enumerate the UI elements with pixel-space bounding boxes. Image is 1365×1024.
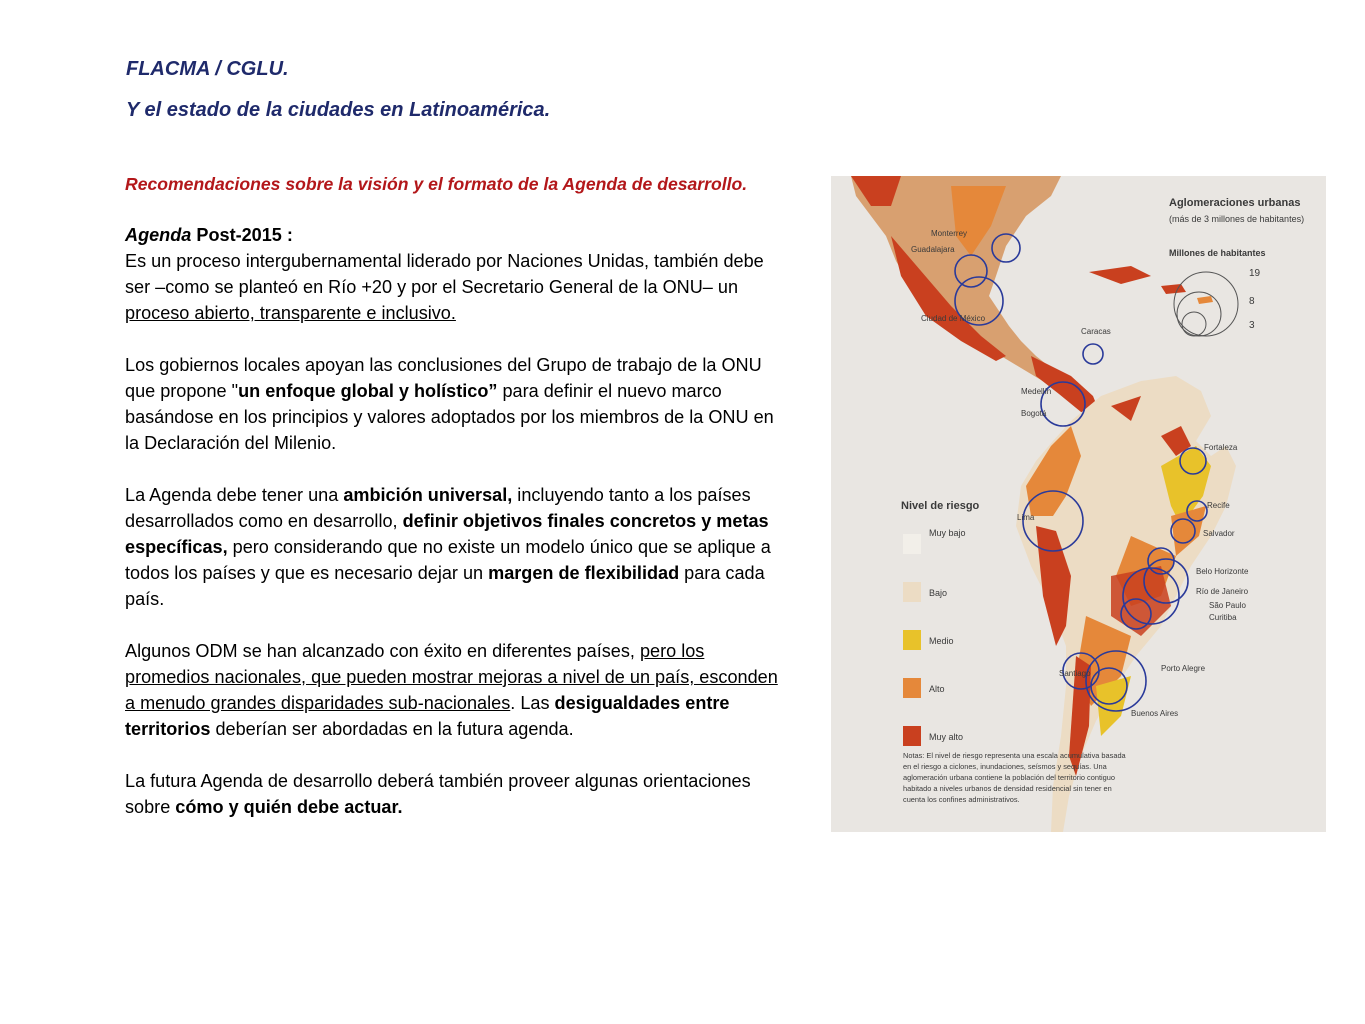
note-line: en el riesgo a ciclones, inundaciones, seísmos y sequías. Una (903, 762, 1107, 771)
risk-map-svg (831, 176, 1326, 832)
risk-swatch (903, 534, 921, 554)
city-label: Río de Janeiro (1196, 587, 1249, 596)
p4-bold: desigualdades entre territorios (125, 693, 730, 739)
legend-title: Aglomeraciones urbanas (1169, 197, 1301, 209)
p3-bold-2: definir objetivos finales concretos y metas específicas, (125, 511, 769, 557)
title-line-1: FLACMA / CGLU. (126, 58, 289, 80)
city-label: Porto Alegre (1161, 664, 1206, 673)
risk-swatch (903, 582, 921, 602)
p3-bold-3: margen de flexibilidad (488, 563, 680, 583)
p3-text-a: La Agenda debe tener una (125, 485, 344, 505)
note-line: cuenta los confines administrativos. (903, 795, 1020, 804)
city-label: Medellín (1021, 387, 1052, 396)
p2-bold: un enfoque global y holístico” (238, 381, 498, 401)
legend-size-label: Millones de habitantes (1169, 248, 1266, 258)
risk-swatch (903, 678, 921, 698)
map-notes (903, 751, 1127, 804)
size-value-3: 3 (1249, 320, 1255, 331)
p2-text-a: Los gobiernos locales apoyan las conclusiones del Grupo de trabajo de la ONU que propone " (125, 355, 762, 401)
p2-text-b: para definir el nuevo marco basándose en los principios y valores adoptados por los miembros de la ONU en la Declaración del Milenio. (125, 381, 774, 453)
city-label: Lima (1017, 513, 1035, 522)
p3-text-d: pero considerando que no existe un modelo único que se aplique a todos los países y que es necesario dejar un (125, 537, 771, 583)
p3-text-e: para cada país. (125, 563, 765, 609)
risk-legend (901, 500, 980, 746)
p1-underline: proceso abierto, transparente e inclusivo. (125, 303, 456, 323)
risk-swatch (903, 630, 921, 650)
city-label: Bogotá (1021, 409, 1047, 418)
agenda-label-rest: Post-2015 : (191, 225, 293, 245)
paragraph-2 (125, 352, 790, 456)
title-line-2: Y el estado de la ciudades en Latinoamérica. (126, 99, 551, 121)
legend-subtitle: (más de 3 millones de habitantes) (1169, 214, 1305, 224)
city-label: Guadalajara (911, 245, 955, 254)
city-label: Fortaleza (1204, 443, 1238, 452)
risk-title: Nivel de riesgo (901, 500, 980, 512)
note-line: habitado a niveles urbanos de densidad residencial sin tener en (903, 784, 1112, 793)
p1-text: Es un proceso intergubernamental liderado por Naciones Unidas, también debe ser –como se planteó en Río +20 y por el Secretario General de la ONU– un (125, 251, 764, 297)
risk-label: Muy alto (929, 732, 964, 742)
city-label: São Paulo (1209, 601, 1246, 610)
city-label: Curitiba (1209, 613, 1237, 622)
recommendations-heading: Recomendaciones sobre la visión y el formato de la Agenda de desarrollo. (125, 174, 748, 194)
city-label: Santiago (1059, 669, 1091, 678)
risk-label: Bajo (929, 588, 948, 598)
p5-text-a: La futura Agenda de desarrollo deberá también proveer algunas orientaciones sobre (125, 771, 751, 817)
paragraph-3 (125, 482, 790, 612)
risk-label: Alto (929, 684, 945, 694)
city-label: Monterrey (931, 229, 968, 238)
p4-text-a: Algunos ODM se han alcanzado con éxito en diferentes países, (125, 641, 640, 661)
city-label: Caracas (1081, 327, 1111, 336)
note-line: Notas: El nivel de riesgo representa una escala acumulativa basada (903, 751, 1126, 760)
size-legend (1169, 197, 1304, 336)
risk-label: Medio (929, 636, 954, 646)
risk-swatch (903, 726, 921, 746)
p5-bold: cómo y quién debe actuar. (175, 797, 403, 817)
size-circles (1174, 272, 1238, 336)
paragraph-4 (125, 638, 790, 742)
p3-text-c: incluyendo tanto a los países desarrollados como en desarrollo, (125, 485, 751, 531)
risk-map-photo (831, 176, 1326, 832)
p4-underline: pero los promedios nacionales, que pueden mostrar mejoras a nivel de un país, esconden a menudo grandes disparidades sub-nacionales (125, 641, 778, 713)
text-column (125, 172, 790, 846)
paragraph-5 (125, 768, 790, 820)
size-value-8: 8 (1249, 296, 1255, 307)
city-label: Buenos Aires (1131, 709, 1179, 718)
p4-text-c: deberían ser abordadas en la futura agenda. (210, 719, 574, 739)
risk-label: Muy bajo (929, 528, 966, 538)
city-label: Belo Horizonte (1196, 567, 1249, 576)
city-label: Ciudad de México (921, 314, 986, 323)
p3-bold-1: ambición universal, (343, 485, 513, 505)
city-label: Recife (1207, 501, 1230, 510)
paragraph-agenda (125, 222, 790, 326)
note-line: aglomeración urbana contiene la población del territorio contiguo (903, 773, 1116, 782)
agenda-label-italic: Agenda (125, 225, 192, 245)
size-value-19: 19 (1249, 268, 1261, 279)
city-label: Salvador (1203, 529, 1235, 538)
p4-text-b: . Las (510, 693, 555, 713)
